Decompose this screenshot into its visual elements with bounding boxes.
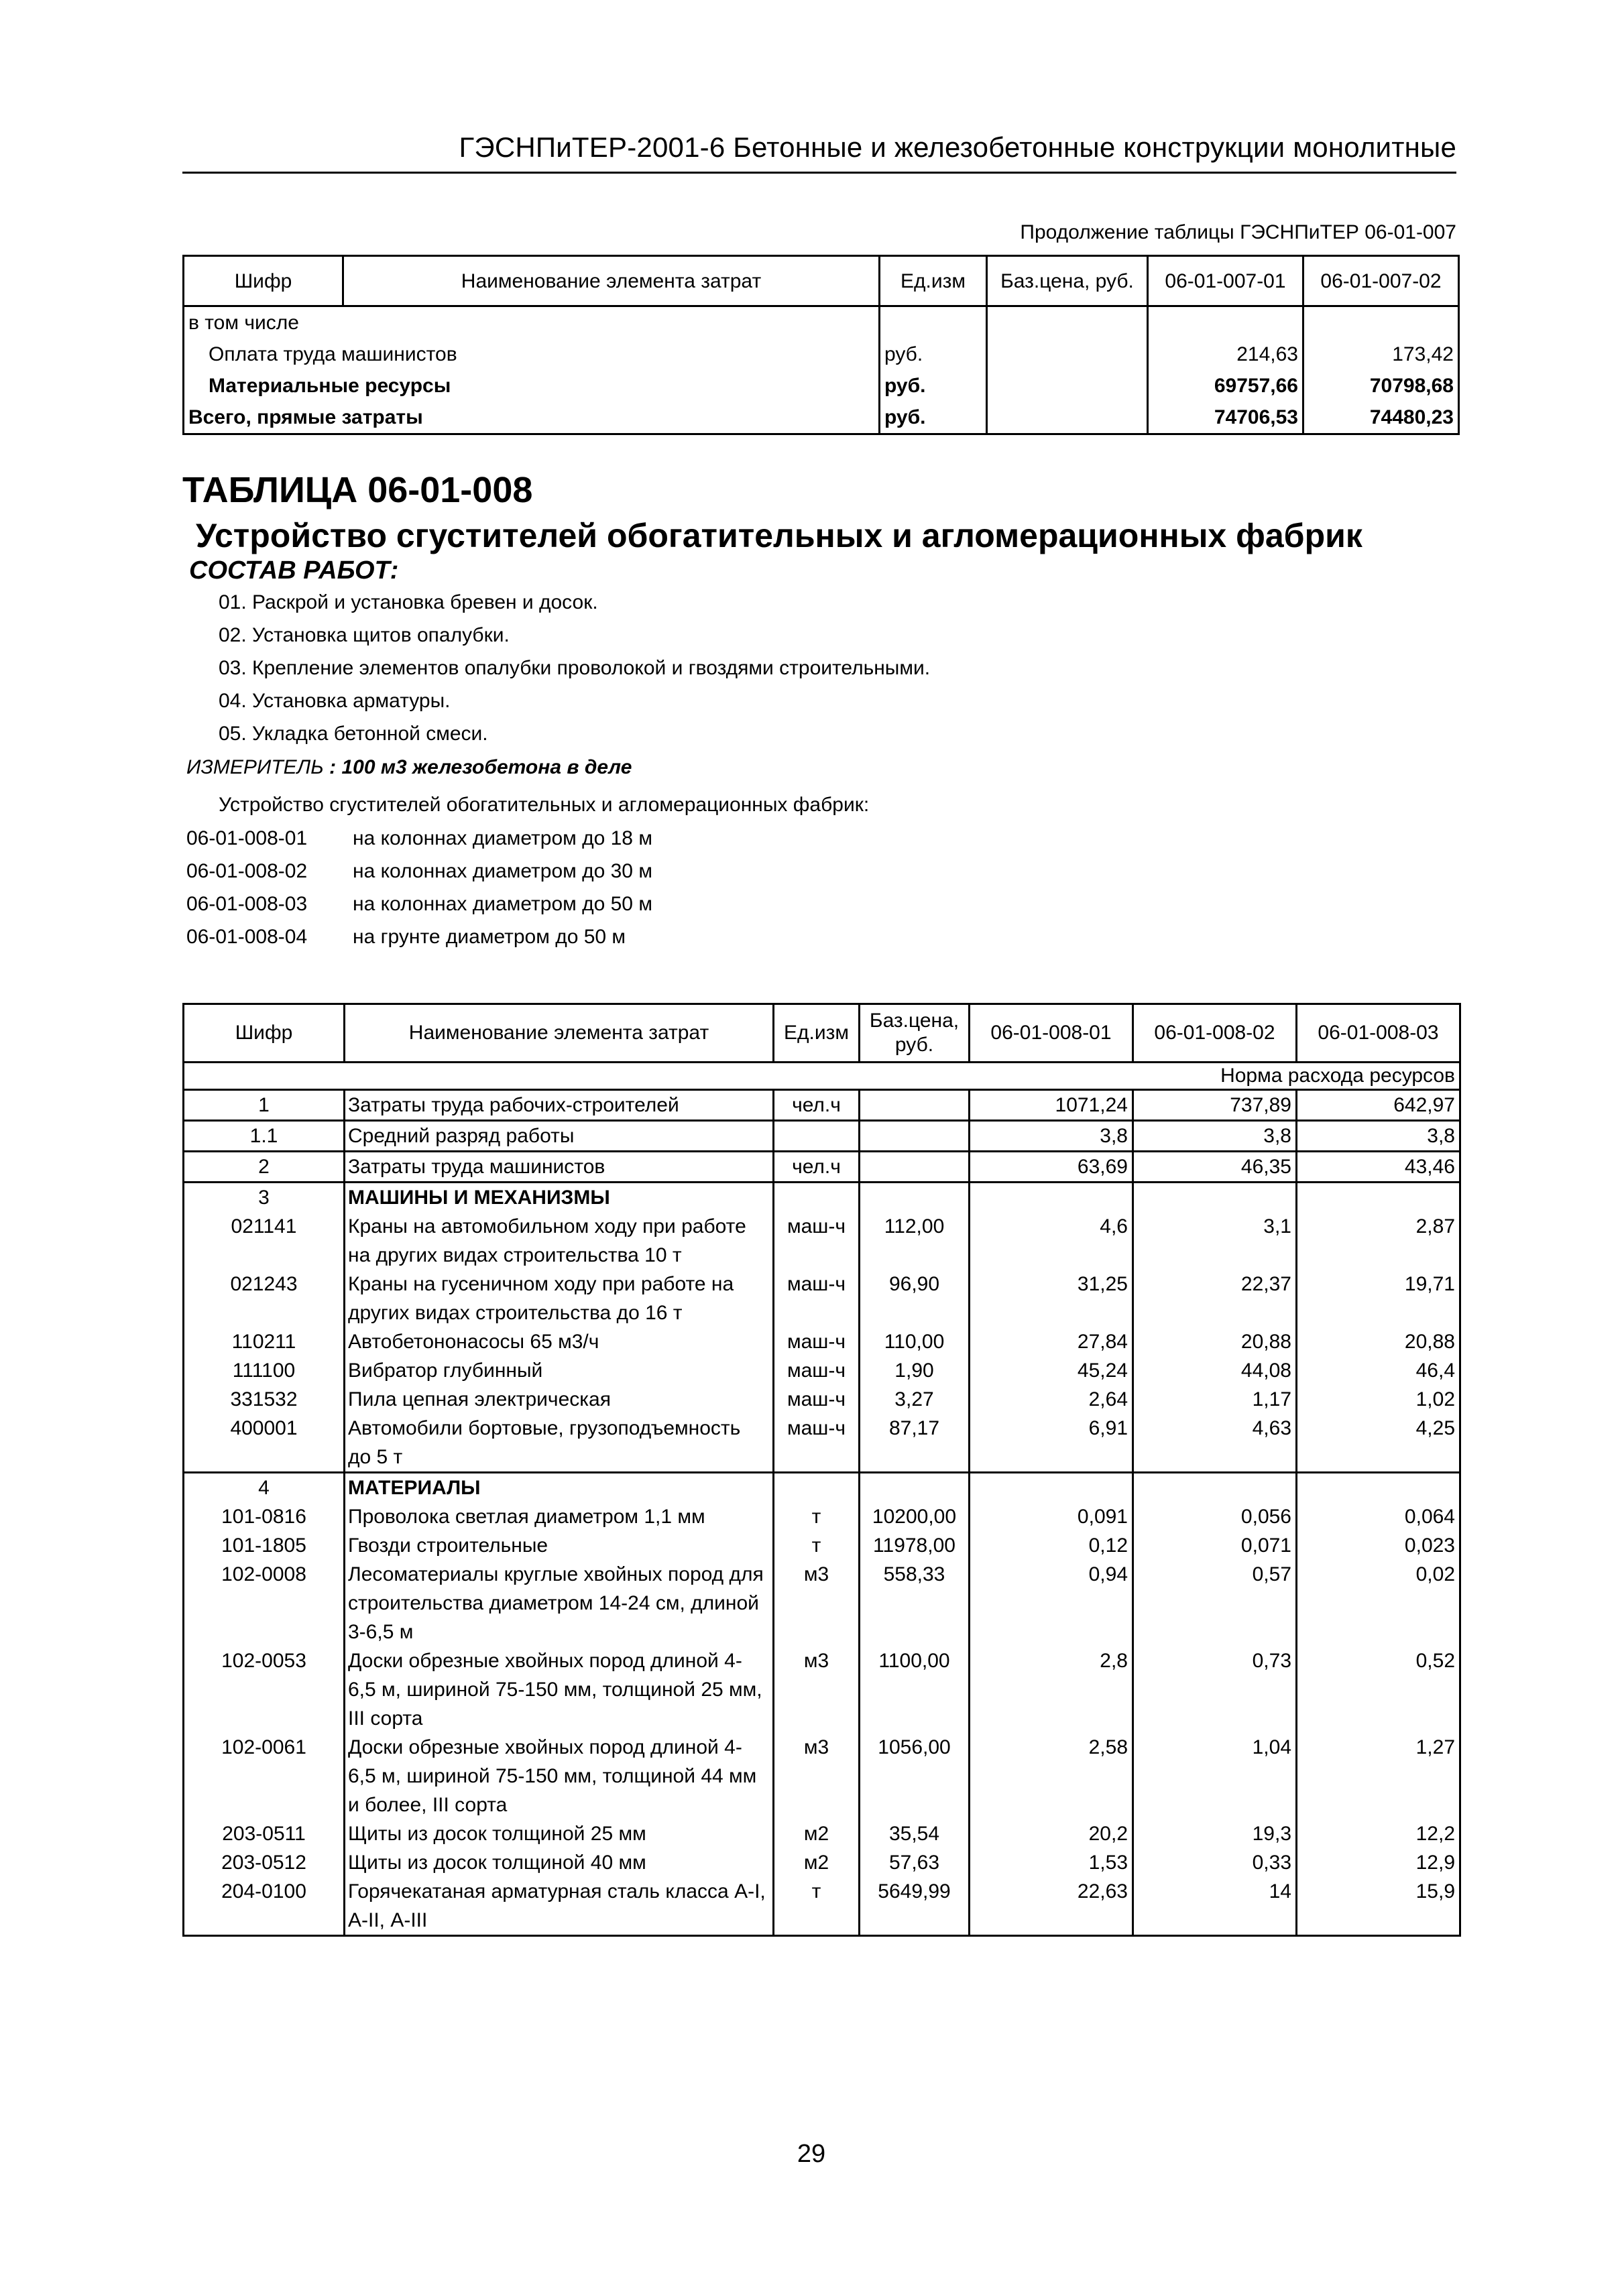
row-unit: руб.: [880, 370, 987, 402]
row-value-2: 0,33: [1133, 1848, 1297, 1877]
row-code: 021243: [184, 1270, 345, 1327]
variant-item: [186, 860, 652, 893]
row-code: 203-0511: [184, 1819, 345, 1848]
row-name: Щиты из досок толщиной 40 мм: [345, 1848, 774, 1877]
row-unit: маш-ч: [774, 1270, 860, 1327]
row-unit: т: [774, 1877, 860, 1936]
row-value-2: 14: [1133, 1877, 1297, 1936]
row-unit: т: [774, 1531, 860, 1560]
row-value-1: 214,63: [1148, 339, 1303, 370]
row-value-1: 3,8: [970, 1121, 1133, 1152]
meter-value: : 100 м3 железобетона в деле: [329, 756, 632, 778]
table-row: [184, 1356, 1460, 1385]
row-code: 203-0512: [184, 1848, 345, 1877]
variant-code: 06-01-008-02: [186, 860, 308, 882]
row-name: Затраты труда машинистов: [345, 1152, 774, 1183]
col-header-name: Наименование элемента затрат: [345, 1004, 774, 1063]
row-value-3: 642,97: [1297, 1090, 1460, 1121]
row-code: 1: [184, 1090, 345, 1121]
table-row: [184, 1733, 1460, 1819]
col-header-code: Шифр: [184, 256, 343, 306]
table-row: [184, 1327, 1460, 1356]
meter: [186, 756, 632, 779]
table-row: [184, 1877, 1460, 1936]
row-code: 4: [184, 1473, 345, 1503]
row-value-3: 1,27: [1297, 1733, 1460, 1819]
row-value-2: 1,17: [1133, 1385, 1297, 1414]
table-row: [184, 1473, 1460, 1503]
table-row: [184, 1090, 1460, 1121]
norm-label: Норма расхода ресурсов: [184, 1063, 1460, 1090]
row-unit: м3: [774, 1733, 860, 1819]
variants-list: [186, 827, 652, 959]
row-name: Затраты труда рабочих-строителей: [345, 1090, 774, 1121]
row-code: 400001: [184, 1414, 345, 1473]
row-value-2: 173,42: [1303, 339, 1459, 370]
row-price: [860, 1121, 970, 1152]
row-value-1: 0,94: [970, 1560, 1133, 1646]
table-row: [184, 1212, 1460, 1270]
variant-text: на колоннах диаметром до 18 м: [353, 827, 652, 849]
row-price: 35,54: [860, 1819, 970, 1848]
row-price: 110,00: [860, 1327, 970, 1356]
row-value-1: 2,58: [970, 1733, 1133, 1819]
row-name: Пила цепная электрическая: [345, 1385, 774, 1414]
row-name: Оплата труда машинистов: [184, 339, 880, 370]
row-value-2: 46,35: [1133, 1152, 1297, 1183]
row-unit: маш-ч: [774, 1356, 860, 1385]
table-header-row: [184, 1004, 1460, 1063]
table-row: [184, 1531, 1460, 1560]
col-header-unit: Ед.изм: [774, 1004, 860, 1063]
row-name: Гвозди строительные: [345, 1531, 774, 1560]
row-price: [860, 1152, 970, 1183]
row-price: 10200,00: [860, 1502, 970, 1531]
row-unit: м3: [774, 1646, 860, 1733]
row-name: Доски обрезные хвойных пород длиной 4-6,5 м, шириной 75-150 мм, толщиной 25 мм, III сорта: [345, 1646, 774, 1733]
row-code: 204-0100: [184, 1877, 345, 1936]
table1-caption: Продолжение таблицы ГЭСНПиТЕР 06-01-007: [1020, 221, 1456, 243]
row-value-1: 20,2: [970, 1819, 1133, 1848]
row-value-3: 46,4: [1297, 1356, 1460, 1385]
row-price: 112,00: [860, 1212, 970, 1270]
row-value-3: 12,9: [1297, 1848, 1460, 1877]
row-value-1: 1,53: [970, 1848, 1133, 1877]
row-value-2: 3,8: [1133, 1121, 1297, 1152]
row-code: 331532: [184, 1385, 345, 1414]
row-code: 3: [184, 1183, 345, 1213]
row-value-3: 0,52: [1297, 1646, 1460, 1733]
row-price: [987, 402, 1148, 434]
table-title: ТАБЛИЦА 06-01-008: [182, 470, 533, 510]
row-name: Щиты из досок толщиной 25 мм: [345, 1819, 774, 1848]
row-code: 101-0816: [184, 1502, 345, 1531]
row-name: Краны на гусеничном ходу при работе на других видах строительства до 16 т: [345, 1270, 774, 1327]
running-title: ГЭСНПиТЕР-2001-6 Бетонные и железобетонные конструкции монолитные: [459, 131, 1456, 163]
row-unit: т: [774, 1502, 860, 1531]
col-header-price: Баз.цена, руб.: [987, 256, 1148, 306]
variant-item: [186, 893, 652, 926]
table-row: [184, 1502, 1460, 1531]
row-name: в том числе: [184, 306, 880, 339]
row-value-3: 43,46: [1297, 1152, 1460, 1183]
row-value-2: 20,88: [1133, 1327, 1297, 1356]
row-value-1: 63,69: [970, 1152, 1133, 1183]
row-name: Вибратор глубинный: [345, 1356, 774, 1385]
row-unit: маш-ч: [774, 1327, 860, 1356]
row-unit: м2: [774, 1848, 860, 1877]
table-row: [184, 1385, 1460, 1414]
row-value-2: 0,056: [1133, 1502, 1297, 1531]
row-value-2: 44,08: [1133, 1356, 1297, 1385]
works-list: [219, 591, 930, 756]
col-header-code: Шифр: [184, 1004, 345, 1063]
row-code: 1.1: [184, 1121, 345, 1152]
table-row: [184, 1848, 1460, 1877]
row-value-1: 74706,53: [1148, 402, 1303, 434]
row-price: [987, 339, 1148, 370]
row-name: Всего, прямые затраты: [184, 402, 880, 434]
row-unit: [774, 1121, 860, 1152]
row-price: 96,90: [860, 1270, 970, 1327]
row-value-2: 0,071: [1133, 1531, 1297, 1560]
row-unit: маш-ч: [774, 1414, 860, 1473]
row-value-3: 1,02: [1297, 1385, 1460, 1414]
row-unit: чел.ч: [774, 1090, 860, 1121]
variant-item: [186, 827, 652, 860]
row-value-1: [1148, 306, 1303, 339]
row-value-2: 19,3: [1133, 1819, 1297, 1848]
row-name: Краны на автомобильном ходу при работе на других видах строительства 10 т: [345, 1212, 774, 1270]
row-value-2: 3,1: [1133, 1212, 1297, 1270]
row-value-3: [1297, 1473, 1460, 1503]
row-value-3: 15,9: [1297, 1877, 1460, 1936]
row-price: 87,17: [860, 1414, 970, 1473]
row-unit: маш-ч: [774, 1212, 860, 1270]
col-header-price: Баз.цена, руб.: [860, 1004, 970, 1063]
row-name: Доски обрезные хвойных пород длиной 4-6,5 м, шириной 75-150 мм, толщиной 44 мм и более, III сорта: [345, 1733, 774, 1819]
table-row: [184, 402, 1459, 434]
works-title: СОСТАВ РАБОТ:: [189, 556, 399, 585]
col-header-variant-2: 06-01-007-02: [1303, 256, 1459, 306]
row-unit: [880, 306, 987, 339]
row-value-2: [1303, 306, 1459, 339]
row-price: 1,90: [860, 1356, 970, 1385]
row-price: [860, 1090, 970, 1121]
row-value-3: 0,02: [1297, 1560, 1460, 1646]
row-value-3: 2,87: [1297, 1212, 1460, 1270]
variant-code: 06-01-008-04: [186, 926, 308, 948]
row-value-2: 0,73: [1133, 1646, 1297, 1733]
table-row: [184, 306, 1459, 339]
table-row: [184, 339, 1459, 370]
row-value-1: [970, 1183, 1133, 1213]
row-value-1: 22,63: [970, 1877, 1133, 1936]
col-header-variant-1: 06-01-008-01: [970, 1004, 1133, 1063]
row-code: 110211: [184, 1327, 345, 1356]
row-price: [860, 1473, 970, 1503]
col-header-unit: Ед.изм: [880, 256, 987, 306]
row-value-1: 45,24: [970, 1356, 1133, 1385]
row-unit: м2: [774, 1819, 860, 1848]
row-value-1: 0,12: [970, 1531, 1133, 1560]
variants-intro: Устройство сгустителей обогатительных и агломерационных фабрик:: [219, 794, 870, 816]
row-code: 111100: [184, 1356, 345, 1385]
row-value-3: 0,023: [1297, 1531, 1460, 1560]
row-unit: маш-ч: [774, 1385, 860, 1414]
row-value-3: 3,8: [1297, 1121, 1460, 1152]
col-header-variant-2: 06-01-008-02: [1133, 1004, 1297, 1063]
norm-row: [184, 1063, 1460, 1090]
page-number: 29: [797, 2140, 826, 2168]
row-name: Автомобили бортовые, грузоподъемность до 5 т: [345, 1414, 774, 1473]
col-header-variant-3: 06-01-008-03: [1297, 1004, 1460, 1063]
row-code: 102-0061: [184, 1733, 345, 1819]
meter-label: ИЗМЕРИТЕЛЬ: [186, 756, 324, 778]
row-price: 5649,99: [860, 1877, 970, 1936]
row-name: МАШИНЫ И МЕХАНИЗМЫ: [345, 1183, 774, 1213]
row-price: [987, 370, 1148, 402]
row-value-2: 22,37: [1133, 1270, 1297, 1327]
table-row: [184, 370, 1459, 402]
row-price: 1100,00: [860, 1646, 970, 1733]
row-value-1: 0,091: [970, 1502, 1133, 1531]
row-value-1: 2,64: [970, 1385, 1133, 1414]
row-unit: руб.: [880, 402, 987, 434]
row-code: 2: [184, 1152, 345, 1183]
row-value-3: 12,2: [1297, 1819, 1460, 1848]
row-unit: руб.: [880, 339, 987, 370]
row-value-1: 4,6: [970, 1212, 1133, 1270]
row-name: Проволока светлая диаметром 1,1 мм: [345, 1502, 774, 1531]
col-header-name: Наименование элемента затрат: [343, 256, 880, 306]
row-value-2: 70798,68: [1303, 370, 1459, 402]
row-value-2: 74480,23: [1303, 402, 1459, 434]
variant-text: на колоннах диаметром до 50 м: [353, 893, 652, 915]
row-value-3: 4,25: [1297, 1414, 1460, 1473]
works-item: 02. Установка щитов опалубки.: [219, 624, 510, 646]
variant-text: на колоннах диаметром до 30 м: [353, 860, 652, 882]
table-row: [184, 1183, 1460, 1213]
row-code: 021141: [184, 1212, 345, 1270]
row-value-2: [1133, 1183, 1297, 1213]
row-name: Материальные ресурсы: [184, 370, 880, 402]
works-item: 04. Установка арматуры.: [219, 690, 451, 712]
row-value-1: 27,84: [970, 1327, 1133, 1356]
row-code: 101-1805: [184, 1531, 345, 1560]
row-name: МАТЕРИАЛЫ: [345, 1473, 774, 1503]
row-value-1: 1071,24: [970, 1090, 1133, 1121]
row-name: Средний разряд работы: [345, 1121, 774, 1152]
row-unit: [774, 1183, 860, 1213]
row-value-3: 20,88: [1297, 1327, 1460, 1356]
works-item: 03. Крепление элементов опалубки проволокой и гвоздями строительными.: [219, 657, 931, 679]
row-value-2: [1133, 1473, 1297, 1503]
row-price: 57,63: [860, 1848, 970, 1877]
row-value-1: 6,91: [970, 1414, 1133, 1473]
row-value-1: 2,8: [970, 1646, 1133, 1733]
variant-code: 06-01-008-03: [186, 893, 308, 915]
table-row: [184, 1646, 1460, 1733]
row-unit: [774, 1473, 860, 1503]
row-value-2: 1,04: [1133, 1733, 1297, 1819]
row-name: Автобетононасосы 65 м3/ч: [345, 1327, 774, 1356]
row-unit: чел.ч: [774, 1152, 860, 1183]
row-unit: м3: [774, 1560, 860, 1646]
variant-item: [186, 926, 652, 959]
row-price: [987, 306, 1148, 339]
works-item: 01. Раскрой и установка бревен и досок.: [219, 591, 598, 613]
variant-code: 06-01-008-01: [186, 827, 308, 849]
row-value-1: [970, 1473, 1133, 1503]
row-value-2: 0,57: [1133, 1560, 1297, 1646]
table-row: [184, 1270, 1460, 1327]
table-header-row: [184, 256, 1459, 306]
variant-text: на грунте диаметром до 50 м: [353, 926, 626, 948]
table-row: [184, 1414, 1460, 1473]
table-06-01-007-continued: [182, 255, 1460, 435]
table-row: [184, 1819, 1460, 1848]
row-price: 11978,00: [860, 1531, 970, 1560]
table-row: [184, 1121, 1460, 1152]
row-name: Лесоматериалы круглые хвойных пород для строительства диаметром 14-24 см, длиной 3-6,5 м: [345, 1560, 774, 1646]
row-value-1: 31,25: [970, 1270, 1133, 1327]
row-value-1: 69757,66: [1148, 370, 1303, 402]
row-price: 1056,00: [860, 1733, 970, 1819]
row-price: 3,27: [860, 1385, 970, 1414]
row-code: 102-0053: [184, 1646, 345, 1733]
row-value-3: [1297, 1183, 1460, 1213]
row-name: Горячекатаная арматурная сталь класса А-I, А-II, А-III: [345, 1877, 774, 1936]
row-price: [860, 1183, 970, 1213]
row-value-2: 737,89: [1133, 1090, 1297, 1121]
row-value-2: 4,63: [1133, 1414, 1297, 1473]
works-item: 05. Укладка бетонной смеси.: [219, 723, 488, 745]
table-name: Устройство сгустителей обогатительных и агломерационных фабрик: [196, 517, 1362, 554]
table-row: [184, 1152, 1460, 1183]
row-value-3: 19,71: [1297, 1270, 1460, 1327]
row-code: 102-0008: [184, 1560, 345, 1646]
row-price: 558,33: [860, 1560, 970, 1646]
row-value-3: 0,064: [1297, 1502, 1460, 1531]
table-06-01-008: [182, 1003, 1461, 1937]
col-header-variant-1: 06-01-007-01: [1148, 256, 1303, 306]
table-row: [184, 1560, 1460, 1646]
header-rule: [182, 172, 1456, 174]
